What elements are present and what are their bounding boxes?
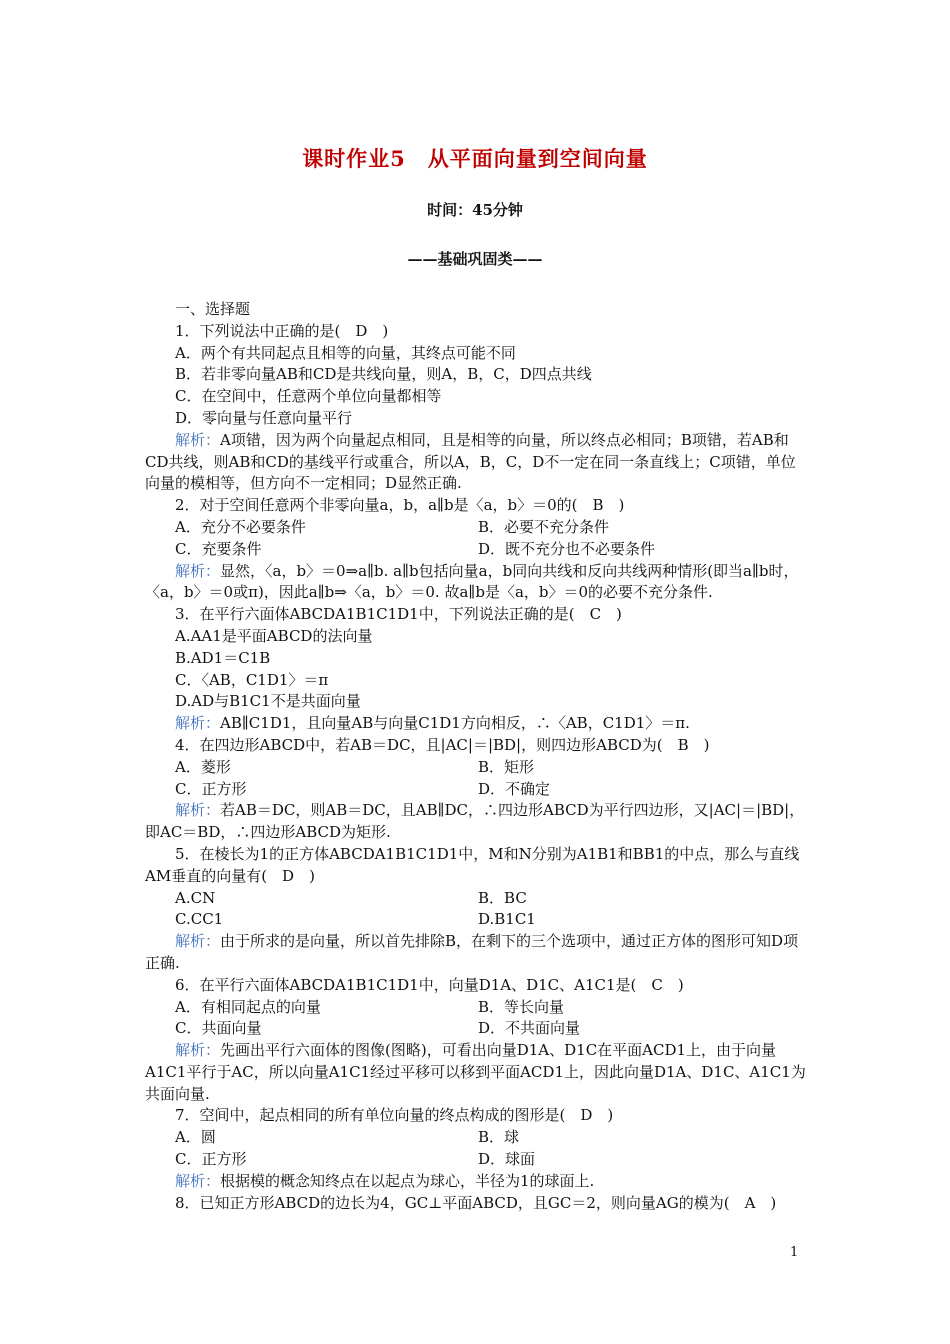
question-7-option-a: A．圆 <box>175 1128 216 1147</box>
explanation-label: 解析： <box>175 1171 221 1190</box>
question-5-option-a: A.CN <box>175 888 216 907</box>
question-4-option-d: D．不确定 <box>478 779 551 798</box>
question-2-options-row-1 <box>145 517 807 539</box>
explanation-label: 解析： <box>175 801 221 820</box>
question-6-option-c: C．共面向量 <box>175 1019 262 1038</box>
explanation-label: 解析： <box>175 932 221 951</box>
question-1-stem: 1．下列说法中正确的是( D ) <box>175 321 389 340</box>
time-limit: 时间：45分钟 <box>427 201 523 219</box>
question-3-stem: 3．在平行六面体ABCDA1B1C1D1中，下列说法正确的是( C ) <box>175 605 622 624</box>
question-1-option-a: A．两个有共同起点且相等的向量，其终点可能不同 <box>175 343 516 362</box>
question-6-options-row-1 <box>145 997 807 1019</box>
explanation-label: 解析： <box>175 561 221 580</box>
question-2-stem: 2．对于空间任意两个非零向量a，b，a∥b是〈a，b〉＝0的( B ) <box>175 496 625 515</box>
question-6-explanation: 解析：先画出平行六面体的图像(图略)，可看出向量D1A、D1C在平面ACD1上，由于向量A1C1平行于AC，所以向量A1C1经过平移可以移到平面ACD1上，因此向量D1A、D1C、A1C1为共面向量. <box>145 1041 806 1103</box>
question-5-stem: 5．在棱长为1的正方体ABCDA1B1C1D1中，M和N分别为A1B1和BB1的中点，那么与直线AM垂直的向量有( D ) <box>145 844 800 885</box>
question-2-option-b: B．必要不充分条件 <box>478 517 610 536</box>
part-heading: 一、选择题 <box>175 300 251 318</box>
explanation-label: 解析： <box>175 714 221 733</box>
question-7-option-b: B．球 <box>478 1128 520 1147</box>
explanation-label: 解析： <box>175 1041 221 1060</box>
question-3-option-d: D.AD与B1C1不是共面向量 <box>175 692 361 711</box>
question-2-option-d: D．既不充分也不必要条件 <box>478 539 656 558</box>
question-6-option-d: D．不共面向量 <box>478 1019 581 1038</box>
question-1-option-b: B．若非零向量AB和CD是共线向量，则A，B，C，D四点共线 <box>175 365 592 384</box>
question-4-options-row-1 <box>145 757 807 779</box>
question-5-options-row-1 <box>145 888 807 910</box>
question-4-options-row-2 <box>145 779 807 801</box>
question-2-explanation: 解析：显然，〈a，b〉＝0⇒a∥b. a∥b包括向量a，b同向共线和反向共线两种情形(即当a∥b时，〈a，b〉＝0或π)，因此a∥b⇒〈a，b〉＝0. 故a∥b是〈a，b〉＝0的必要不充分条件. <box>145 561 799 602</box>
question-6-option-b: B．等长向量 <box>478 997 565 1016</box>
question-6-options-row-2 <box>145 1018 807 1040</box>
explanation-label: 解析： <box>175 430 221 449</box>
question-7-option-c: C．正方形 <box>175 1150 247 1169</box>
question-4-option-b: B．矩形 <box>478 757 535 776</box>
question-3-option-b: B.AD1＝C1B <box>175 648 271 667</box>
question-3-explanation: 解析：AB∥C1D1，且向量AB与向量C1D1方向相反，∴〈AB，C1D1〉＝π. <box>175 714 690 733</box>
question-list <box>145 299 807 1214</box>
question-7-option-d: D．球面 <box>478 1150 536 1169</box>
section-heading: ——基础巩固类—— <box>407 250 543 268</box>
page-number: 1 <box>790 1245 799 1260</box>
question-1-option-d: D．零向量与任意向量平行 <box>175 408 353 427</box>
question-2-option-a: A．充分不必要条件 <box>175 517 306 536</box>
question-5-option-c: C.CC1 <box>175 910 224 929</box>
question-4-option-c: C．正方形 <box>175 779 247 798</box>
question-6-stem: 6．在平行六面体ABCDA1B1C1D1中，向量D1A、D1C、A1C1是( C ) <box>175 975 684 994</box>
question-2-options-row-2 <box>145 539 807 561</box>
question-7-options-row-1 <box>145 1127 807 1149</box>
question-8-stem: 8．已知正方形ABCD的边长为4，GC⊥平面ABCD，且GC＝2，则向量AG的模为( A ) <box>175 1193 777 1212</box>
question-4-stem: 4．在四边形ABCD中，若AB＝DC，且|AC|＝|BD|，则四边形ABCD为( B ) <box>175 735 710 754</box>
question-6-option-a: A．有相同起点的向量 <box>175 997 321 1016</box>
question-3-option-c: C．〈AB，C1D1〉＝π <box>175 670 329 689</box>
question-7-stem: 7．空间中，起点相同的所有单位向量的终点构成的图形是( D ) <box>175 1106 614 1125</box>
question-1-option-c: C．在空间中，任意两个单位向量都相等 <box>175 387 442 406</box>
question-4-option-a: A．菱形 <box>175 757 231 776</box>
question-4-explanation: 解析：若AB＝DC，则AB＝DC，且AB∥DC，∴四边形ABCD为平行四边形，又|AC|＝|BD|，即AC＝BD，∴四边形ABCD为矩形. <box>145 801 805 842</box>
question-3-option-a: A.AA1是平面ABCD的法向量 <box>175 626 373 645</box>
question-2-option-c: C．充要条件 <box>175 539 262 558</box>
question-5-option-d: D.B1C1 <box>478 910 536 929</box>
question-7-options-row-2 <box>145 1149 807 1171</box>
question-5-explanation: 解析：由于所求的是向量，所以首先排除B，在剩下的三个选项中，通过正方体的图形可知D项正确. <box>145 932 799 972</box>
page-title: 课时作业5 从平面向量到空间向量 <box>302 146 648 171</box>
question-5-options-row-2 <box>145 909 807 931</box>
question-7-explanation: 解析：根据模的概念知终点在以起点为球心，半径为1的球面上. <box>175 1171 595 1190</box>
question-5-option-b: B．BC <box>478 888 527 907</box>
question-1-explanation: 解析：A项错，因为两个向量起点相同，且是相等的向量，所以终点必相同；B项错，若AB和CD共线，则AB和CD的基线平行或重合，所以A，B，C，D不一定在同一条直线上；C项错，单位向量的模相等，但方向不一定相同；D显然正确. <box>145 430 796 493</box>
